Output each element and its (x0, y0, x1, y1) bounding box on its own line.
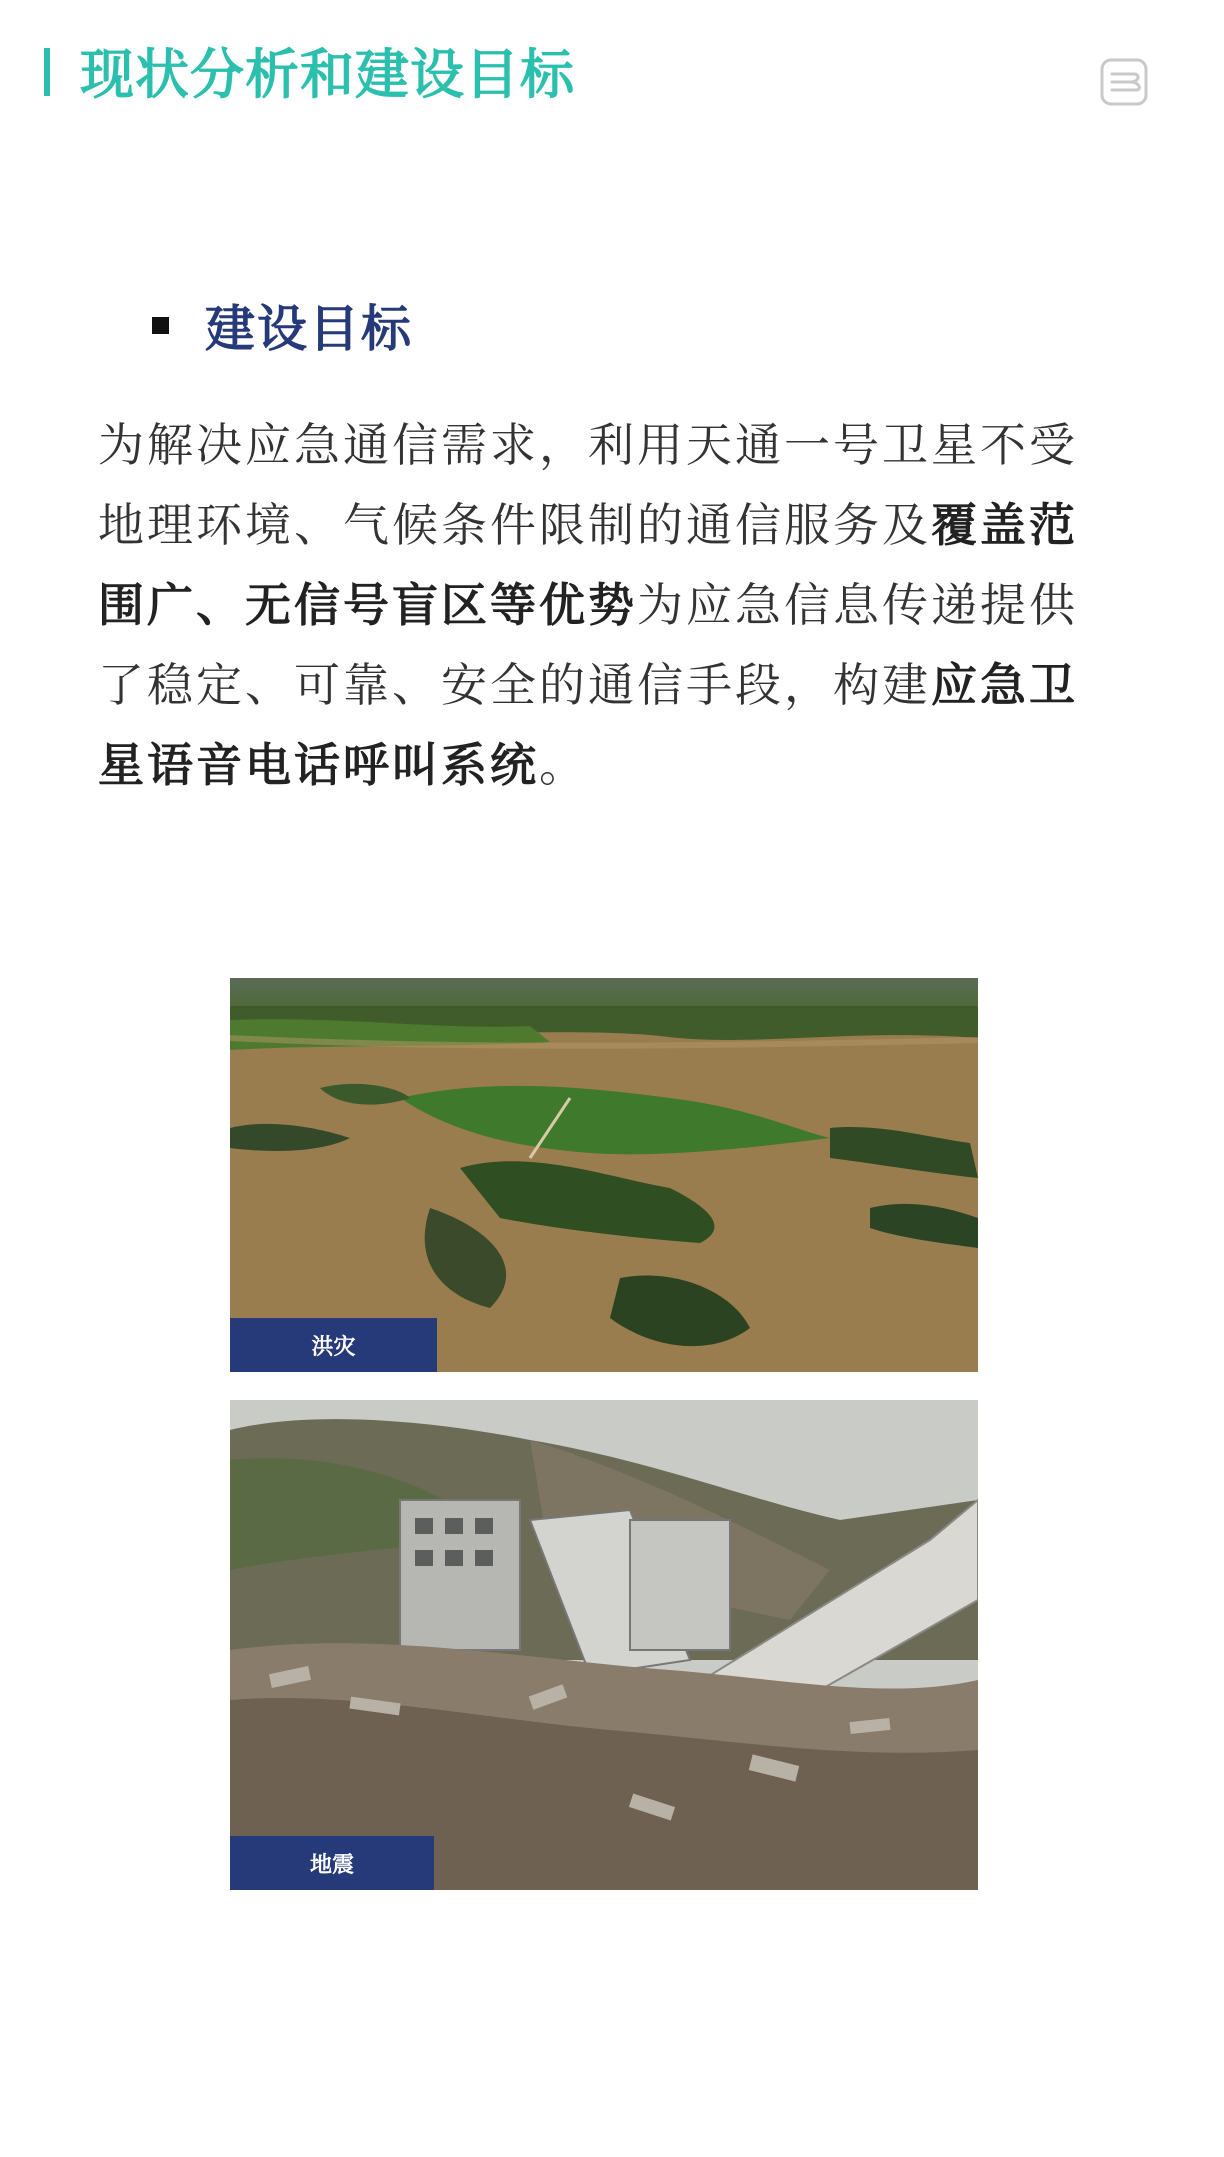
paragraph-text: 为应急信息传递提供了稳定、可靠、安全的通信手段，构建 (98, 578, 1078, 712)
flood-image (230, 978, 978, 1372)
paragraph-text: 。 (539, 738, 588, 792)
page-title: 现状分析和建设目标 (80, 43, 575, 106)
brand-logo-icon (1100, 58, 1148, 106)
paragraph-text: 为解决应急通信需求，利用天通一号卫星不受地理环境、气候条件限制的通信服务及 (98, 418, 1078, 552)
section-title: 建设目标 (205, 300, 413, 358)
earthquake-photo (230, 1400, 978, 1890)
flood-photo (230, 978, 978, 1372)
section-heading (152, 290, 413, 360)
earthquake-image (230, 1400, 978, 1890)
square-bullet-icon (152, 317, 169, 334)
paragraph-bold-text: 覆盖范围广、无信号盲区等优势 (98, 498, 1078, 632)
image-caption: 洪灾 (230, 1318, 437, 1372)
image-caption: 地震 (230, 1836, 434, 1890)
paragraph-bold-text: 应急卫星语音电话呼叫系统 (98, 658, 1078, 792)
body-paragraph (98, 405, 1118, 805)
title-accent-bar (44, 48, 50, 96)
